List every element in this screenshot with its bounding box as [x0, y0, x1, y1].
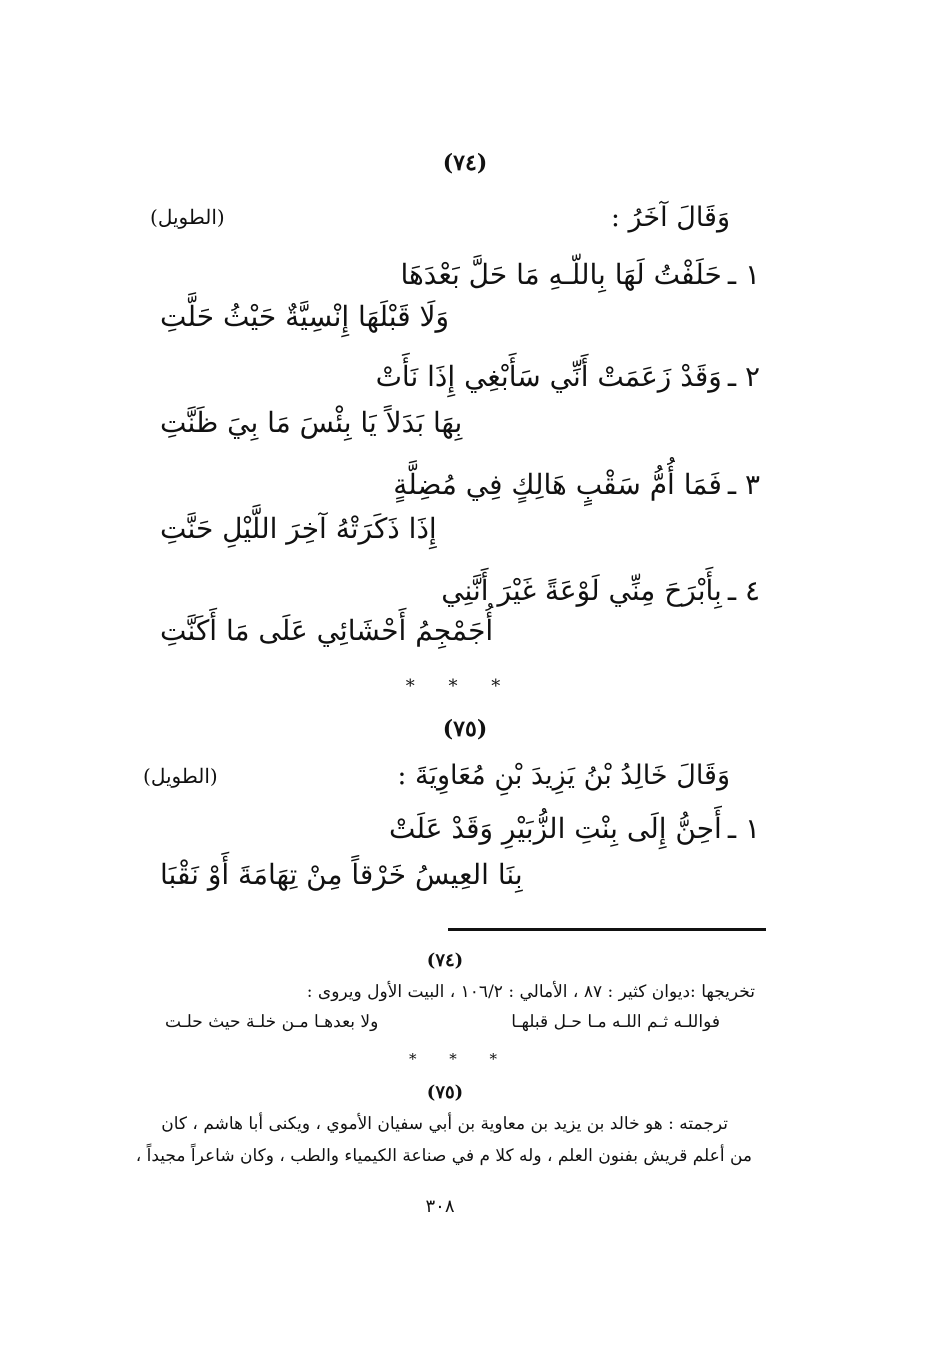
poem-meter: (الطويل) [150, 205, 225, 229]
section-separator: * * * [405, 676, 515, 697]
verse-second-hemistich: وَلَا قَبْلَهَا إِنْسِيَّةٌ حَيْثُ حَلَّتِ [160, 300, 449, 333]
verse-first-hemistich [441, 574, 760, 607]
verse-number: ١ ـ [727, 812, 760, 845]
page-number: ٣٠٨ [425, 1196, 455, 1217]
verse-text: بِأَبْرَحَ مِنِّي لَوْعَةً غَيْرَ أَنَّنِي [441, 574, 722, 607]
verse-text: وَقَدْ زَعَمَتْ أَنِّي سَأَبْغِي إِذَا نَأَتْ [375, 360, 722, 393]
poem-intro: وَقَالَ خَالِدُ بْنُ يَزِيدَ بْنِ مُعَاوِيَةَ : [397, 760, 730, 791]
footnote-separator: * * * [408, 1050, 512, 1068]
verse-second-hemistich: إِذَا ذَكَرَتْهُ آخِرَ اللَّيْلِ حَنَّتِ [160, 512, 437, 545]
verse-number: ٤ ـ [727, 574, 760, 607]
footnote-divider [448, 928, 766, 931]
verse-number: ٢ ـ [727, 360, 760, 393]
verse-first-hemistich [400, 258, 760, 291]
footnote-number: (٧٤) [426, 950, 464, 971]
verse-text: أَحِنُّ إِلَى بِنْتِ الزُّبَيْرِ وَقَدْ عَلَتْ [389, 812, 722, 845]
verse-number: ١ ـ [727, 258, 760, 291]
verse-number: ٣ ـ [727, 468, 760, 501]
footnote-verse-first: فواللـه ثـم اللـه مـا حـل قبلهـا [511, 1012, 720, 1032]
verse-second-hemistich: بِنَا العِيسُ خَرْقاً مِنْ تِهَامَةَ أَوْ نَقْبَا [160, 858, 523, 891]
footnote-text: من أعلم قريش بفنون العلم ، وله كلا م في صناعة الكيمياء والطب ، وكان شاعراً مجيداً ، [135, 1146, 752, 1166]
verse-second-hemistich: أُجَمْجِمُ أَحْشَائِي عَلَى مَا أَكَنَّتِ [160, 614, 494, 647]
verse-first-hemistich [376, 360, 760, 393]
poem-meter: (الطويل) [143, 764, 218, 788]
verse-first-hemistich [393, 468, 760, 501]
footnote-number: (٧٥) [426, 1082, 464, 1103]
footnote-text: ترجمته : هو خالد بن يزيد بن معاوية بن أبي سفيان الأموي ، ويكنى أبا هاشم ، كان [161, 1114, 728, 1134]
verse-second-hemistich: بِهَا بَدَلاً يَا بِئْسَ مَا بِيَ ظَنَّتِ [160, 406, 463, 439]
footnote-text: تخريجها :ديوان كثير : ٨٧ ، الأمالي : ١٠٦/٢ ، البيت الأول ويروى : [306, 982, 755, 1002]
verse-text: فَمَا أُمُّ سَقْبٍ هَالِكٍ فِي مُضِلَّةٍ [393, 468, 722, 501]
verse-text: حَلَفْتُ لَهَا بِاللّـهِ مَا حَلَّ بَعْدَهَا [400, 258, 722, 291]
poem-number: (٧٤) [442, 150, 488, 176]
poem-intro: وَقَالَ آخَرُ : [610, 202, 730, 233]
footnote-verse-second: ولا بعدهـا مـن خلـة حيث حلـت [165, 1012, 379, 1032]
poem-number: (٧٥) [442, 716, 488, 742]
verse-first-hemistich [389, 812, 760, 845]
